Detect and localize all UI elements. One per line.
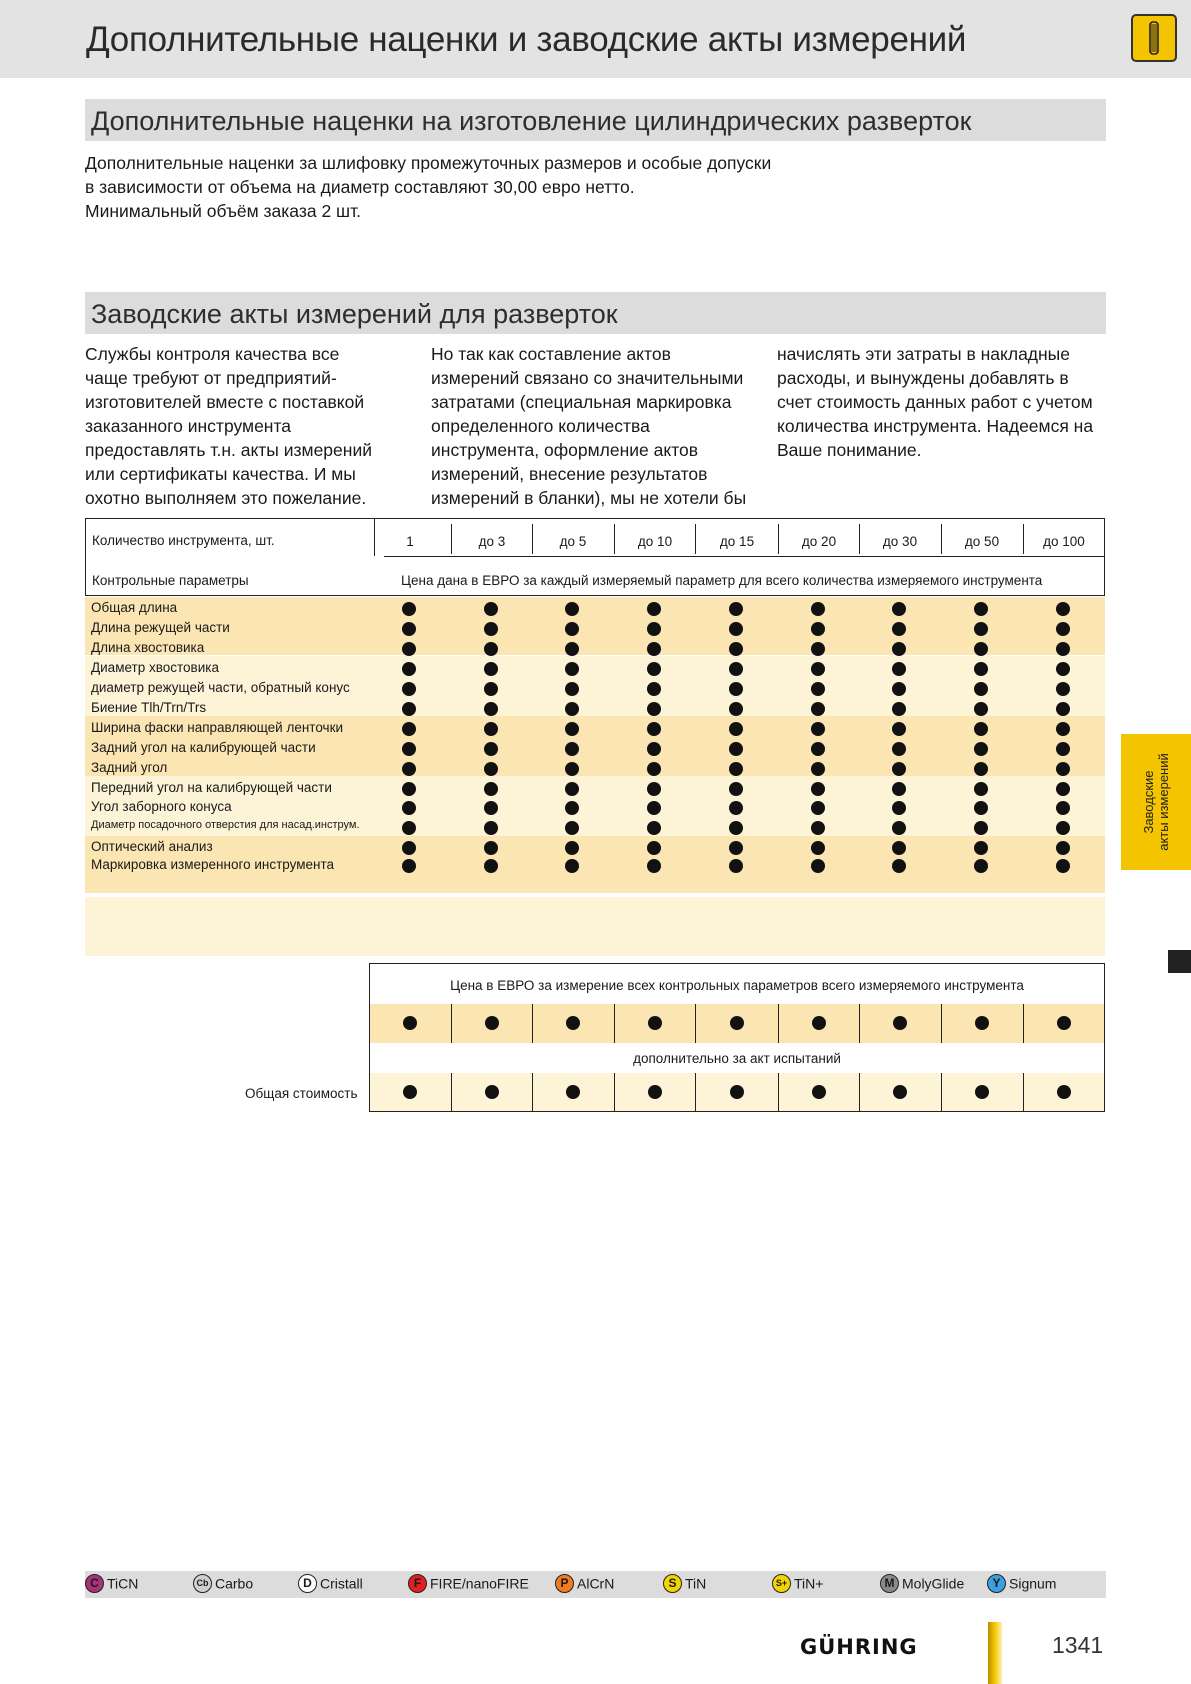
page-marker: [1168, 950, 1191, 973]
price-placeholder-dot: [565, 742, 579, 756]
column-separator: [614, 524, 615, 554]
text-line: расходы, и вынуждены добавлять в: [777, 368, 1069, 388]
text-line: Минимальный объём заказа 2 шт.: [85, 201, 362, 221]
price-placeholder-dot: [1056, 682, 1070, 696]
legend-item: [555, 1574, 614, 1593]
price-placeholder-dot: [892, 742, 906, 756]
price-placeholder-dot: [402, 742, 416, 756]
text-line: Службы контроля качества все: [85, 344, 340, 364]
column-separator: [941, 1004, 942, 1043]
price-placeholder-dot: [892, 841, 906, 855]
parameter-label: Задний угол: [91, 760, 168, 775]
price-placeholder-dot: [647, 602, 661, 616]
price-placeholder-dot: [893, 1016, 907, 1030]
price-placeholder-dot: [484, 642, 498, 656]
price-placeholder-dot: [811, 742, 825, 756]
price-placeholder-dot: [892, 642, 906, 656]
row-band: [85, 897, 1105, 956]
price-placeholder-dot: [648, 1016, 662, 1030]
price-placeholder-dot: [729, 742, 743, 756]
quantity-column-label: до 30: [882, 534, 918, 549]
price-placeholder-dot: [484, 622, 498, 636]
price-placeholder-dot: [565, 642, 579, 656]
price-placeholder-dot: [974, 859, 988, 873]
price-placeholder-dot: [484, 762, 498, 776]
chapter-tab-label: [1141, 737, 1171, 867]
price-placeholder-dot: [975, 1016, 989, 1030]
quantity-column-label: до 100: [1043, 534, 1085, 549]
price-placeholder-dot: [974, 841, 988, 855]
price-placeholder-dot: [1056, 642, 1070, 656]
price-placeholder-dot: [484, 702, 498, 716]
legend-item: [85, 1574, 138, 1593]
legend-item: [298, 1574, 363, 1593]
price-placeholder-dot: [647, 742, 661, 756]
coating-badge-icon: Y: [987, 1574, 1006, 1593]
parameter-label: Оптический анализ: [91, 839, 213, 854]
coating-badge-icon: D: [298, 1574, 317, 1593]
coating-badge-icon: M: [880, 1574, 899, 1593]
price-placeholder-dot: [975, 1085, 989, 1099]
price-placeholder-dot: [402, 702, 416, 716]
price-placeholder-dot: [974, 762, 988, 776]
text-line: заказанного инструмента: [85, 416, 292, 436]
price-placeholder-dot: [402, 821, 416, 835]
parameter-label: Задний угол на калибрующей части: [91, 740, 316, 755]
column-separator: [451, 524, 452, 554]
parameter-label: Маркировка измеренного инструмента: [91, 857, 335, 872]
price-placeholder-dot: [811, 859, 825, 873]
price-placeholder-dot: [484, 662, 498, 676]
all-params-note: Цена в ЕВРО за измерение всех контрольных параметров всего измеряемого инструмента: [450, 978, 1024, 993]
price-placeholder-dot: [1056, 662, 1070, 676]
price-placeholder-dot: [565, 821, 579, 835]
price-placeholder-dot: [403, 1016, 417, 1030]
legend-label: MolyGlide: [902, 1575, 965, 1592]
price-placeholder-dot: [974, 682, 988, 696]
price-placeholder-dot: [565, 682, 579, 696]
column-separator: [532, 1004, 533, 1043]
price-placeholder-dot: [565, 782, 579, 796]
price-placeholder-dot: [892, 762, 906, 776]
price-placeholder-dot: [647, 841, 661, 855]
price-placeholder-dot: [402, 762, 416, 776]
parameter-label: диаметр режущей части, обратный конус: [91, 680, 350, 695]
column-separator: [451, 1004, 452, 1043]
reamer-logo-icon: [1131, 14, 1177, 62]
price-placeholder-dot: [892, 801, 906, 815]
column-separator: [614, 1004, 615, 1043]
legend-label: Carbo: [215, 1575, 254, 1592]
price-placeholder-dot: [565, 602, 579, 616]
column-separator: [532, 524, 533, 554]
text-line: изготовителей вместе с поставкой: [85, 392, 365, 412]
parameter-label: Диаметр посадочного отверстия для насад.инструм.: [91, 819, 360, 831]
quantity-column-label: до 20: [801, 534, 837, 549]
price-placeholder-dot: [402, 722, 416, 736]
price-placeholder-dot: [812, 1085, 826, 1099]
price-placeholder-dot: [892, 682, 906, 696]
column-separator: [614, 1073, 615, 1111]
price-placeholder-dot: [1056, 782, 1070, 796]
price-placeholder-dot: [484, 742, 498, 756]
text-line: Но так как составление актов: [431, 344, 671, 364]
price-placeholder-dot: [402, 622, 416, 636]
column-separator: [778, 524, 779, 554]
extra-note: дополнительно за акт испытаний: [633, 1051, 841, 1066]
parameter-label: Угол заборного конуса: [91, 799, 232, 814]
price-placeholder-dot: [402, 662, 416, 676]
parameter-label: Общая длина: [91, 600, 178, 615]
price-placeholder-dot: [892, 859, 906, 873]
tab-line: Заводские: [1141, 770, 1156, 834]
legend-item: [987, 1574, 1056, 1593]
text-line: охотно выполняем это пожелание.: [85, 488, 367, 508]
price-placeholder-dot: [647, 682, 661, 696]
coating-legend: [85, 1571, 1106, 1598]
price-placeholder-dot: [566, 1016, 580, 1030]
price-placeholder-dot: [892, 722, 906, 736]
text-line: начислять эти затраты в накладные: [777, 344, 1070, 364]
price-placeholder-dot: [1057, 1016, 1071, 1030]
price-placeholder-dot: [402, 782, 416, 796]
parameter-label: Длина хвостовика: [91, 640, 205, 655]
column-separator: [1023, 1004, 1024, 1043]
coating-badge-icon: P: [555, 1574, 574, 1593]
price-table-header: [85, 518, 1105, 596]
text-column-1: [85, 342, 385, 510]
legend-item: [772, 1574, 823, 1593]
column-separator: [695, 524, 696, 554]
price-placeholder-dot: [565, 859, 579, 873]
quantity-column-label: до 5: [559, 534, 587, 549]
section-title: Заводские акты измерений для разверток: [91, 299, 618, 329]
price-placeholder-dot: [647, 801, 661, 815]
price-placeholder-dot: [892, 821, 906, 835]
surcharge-text: [85, 151, 771, 223]
price-placeholder-dot: [811, 702, 825, 716]
price-placeholder-dot: [811, 782, 825, 796]
params-label: Контрольные параметры: [92, 573, 249, 588]
total-cost-label: Общая стоимость: [245, 1086, 358, 1101]
column-separator: [451, 1073, 452, 1111]
text-line: измерений, внесение результатов: [431, 464, 708, 484]
price-placeholder-dot: [811, 642, 825, 656]
price-placeholder-dot: [974, 642, 988, 656]
price-placeholder-dot: [729, 702, 743, 716]
price-placeholder-dot: [729, 602, 743, 616]
price-placeholder-dot: [647, 642, 661, 656]
column-separator: [859, 524, 860, 554]
page-number: 1341: [1052, 1632, 1104, 1658]
price-placeholder-dot: [974, 702, 988, 716]
price-placeholder-dot: [729, 841, 743, 855]
page-header: [0, 0, 1191, 78]
price-placeholder-dot: [892, 702, 906, 716]
text-line: счет стоимость данных работ с учетом: [777, 392, 1093, 412]
price-note: Цена дана в ЕВРО за каждый измеряемый параметр для всего количества измеряемого инструмента: [401, 573, 1043, 588]
legend-label: Signum: [1009, 1575, 1057, 1592]
price-placeholder-dot: [729, 821, 743, 835]
price-placeholder-dot: [730, 1016, 744, 1030]
column-separator: [778, 1004, 779, 1043]
price-placeholder-dot: [647, 702, 661, 716]
coating-badge-icon: C: [85, 1574, 104, 1593]
row-band: [85, 597, 1105, 655]
price-placeholder-dot: [484, 859, 498, 873]
text-line: чаще требуют от предприятий-: [85, 368, 337, 388]
price-placeholder-dot: [484, 801, 498, 815]
legend-item: [408, 1574, 529, 1593]
price-placeholder-dot: [565, 622, 579, 636]
price-placeholder-dot: [484, 602, 498, 616]
price-placeholder-dot: [647, 662, 661, 676]
price-placeholder-dot: [730, 1085, 744, 1099]
price-placeholder-dot: [1057, 1085, 1071, 1099]
price-placeholder-dot: [565, 702, 579, 716]
price-placeholder-dot: [1056, 622, 1070, 636]
price-placeholder-dot: [403, 1085, 417, 1099]
price-placeholder-dot: [1056, 859, 1070, 873]
parameter-label: Ширина фаски направляющей ленточки: [91, 720, 344, 735]
text-line: Ваше понимание.: [777, 440, 922, 460]
text-line: предоставлять т.н. акты измерений: [85, 440, 372, 460]
price-placeholder-dot: [484, 682, 498, 696]
quantity-column-label: до 15: [719, 534, 755, 549]
column-separator: [941, 1073, 942, 1111]
price-placeholder-dot: [811, 722, 825, 736]
price-placeholder-dot: [811, 622, 825, 636]
price-placeholder-dot: [484, 841, 498, 855]
parameter-label: Биение Tlh/Trn/Trs: [91, 700, 207, 715]
text-line: инструмента, оформление актов: [431, 440, 699, 460]
price-placeholder-dot: [485, 1016, 499, 1030]
price-placeholder-dot: [974, 662, 988, 676]
price-placeholder-dot: [729, 762, 743, 776]
legend-label: TiCN: [107, 1575, 139, 1592]
text-column-2: [431, 342, 751, 510]
price-placeholder-dot: [402, 841, 416, 855]
price-placeholder-dot: [1056, 762, 1070, 776]
quantity-column-label: 1: [406, 534, 414, 549]
text-line: затратами (специальная маркировка: [431, 392, 732, 412]
page-title: Дополнительные наценки и заводские акты измерений: [86, 20, 967, 59]
column-separator: [532, 1073, 533, 1111]
parameter-label: Длина режущей части: [91, 620, 230, 635]
text-column-3: [777, 342, 1107, 462]
price-placeholder-dot: [565, 762, 579, 776]
price-placeholder-dot: [729, 859, 743, 873]
total-price-table: [369, 963, 1105, 1112]
price-placeholder-dot: [647, 859, 661, 873]
text-line: измерений в бланки), мы не хотели бы: [431, 488, 747, 508]
price-placeholder-dot: [892, 662, 906, 676]
price-placeholder-dot: [1056, 821, 1070, 835]
coating-badge-icon: F: [408, 1574, 427, 1593]
price-placeholder-dot: [402, 642, 416, 656]
section-heading-measurement-reports: [85, 292, 1106, 334]
coating-badge-icon: Cb: [193, 1574, 212, 1593]
text-line: определенного количества: [431, 416, 650, 436]
tab-line: акты измерений: [1156, 753, 1171, 851]
quantity-label: Количество инструмента, шт.: [92, 533, 275, 548]
price-placeholder-dot: [484, 821, 498, 835]
legend-label: TiN: [685, 1575, 707, 1592]
section-heading-surcharges: [85, 99, 1106, 141]
price-placeholder-dot: [565, 801, 579, 815]
quantity-column-label: до 3: [478, 534, 506, 549]
price-placeholder-dot: [974, 801, 988, 815]
price-placeholder-dot: [647, 762, 661, 776]
chapter-tab[interactable]: [1121, 734, 1191, 870]
price-placeholder-dot: [974, 742, 988, 756]
coating-badge-icon: S+: [772, 1574, 791, 1593]
price-placeholder-dot: [811, 662, 825, 676]
brand-logo: GÜHRING: [800, 1635, 918, 1659]
price-placeholder-dot: [648, 1085, 662, 1099]
column-separator: [941, 524, 942, 554]
legend-item: [193, 1574, 253, 1593]
price-placeholder-dot: [566, 1085, 580, 1099]
price-placeholder-dot: [729, 801, 743, 815]
price-placeholder-dot: [402, 682, 416, 696]
price-placeholder-dot: [729, 642, 743, 656]
price-placeholder-dot: [565, 841, 579, 855]
column-separator: [695, 1073, 696, 1111]
price-placeholder-dot: [565, 662, 579, 676]
column-separator: [1023, 1073, 1024, 1111]
quantity-column-label: до 10: [637, 534, 673, 549]
legend-item: [880, 1574, 964, 1593]
column-separator: [859, 1073, 860, 1111]
price-placeholder-dot: [974, 821, 988, 835]
price-placeholder-dot: [647, 821, 661, 835]
price-placeholder-dot: [729, 782, 743, 796]
price-placeholder-dot: [1056, 602, 1070, 616]
price-placeholder-dot: [974, 602, 988, 616]
column-separator: [778, 1073, 779, 1111]
price-placeholder-dot: [1056, 702, 1070, 716]
price-placeholder-dot: [729, 722, 743, 736]
price-placeholder-dot: [811, 682, 825, 696]
price-placeholder-dot: [811, 841, 825, 855]
legend-item: [663, 1574, 706, 1593]
price-placeholder-dot: [729, 662, 743, 676]
legend-label: TiN+: [794, 1575, 824, 1592]
price-placeholder-dot: [647, 782, 661, 796]
price-placeholder-dot: [402, 801, 416, 815]
price-placeholder-dot: [811, 801, 825, 815]
header-rule: [384, 556, 1104, 557]
price-placeholder-dot: [484, 722, 498, 736]
price-placeholder-dot: [811, 821, 825, 835]
price-placeholder-dot: [811, 602, 825, 616]
price-placeholder-dot: [729, 622, 743, 636]
legend-label: Cristall: [320, 1575, 363, 1592]
section-title: Дополнительные наценки на изготовление цилиндрических разверток: [91, 106, 972, 136]
parameter-label: Диаметр хвостовика: [91, 660, 219, 675]
price-placeholder-dot: [812, 1016, 826, 1030]
price-placeholder-dot: [647, 622, 661, 636]
price-placeholder-dot: [892, 602, 906, 616]
coating-badge-icon: S: [663, 1574, 682, 1593]
legend-label: AlCrN: [577, 1575, 615, 1592]
text-line: или сертификаты качества. И мы: [85, 464, 356, 484]
price-placeholder-dot: [484, 782, 498, 796]
price-placeholder-dot: [892, 622, 906, 636]
price-placeholder-dot: [485, 1085, 499, 1099]
price-placeholder-dot: [1056, 742, 1070, 756]
price-placeholder-dot: [565, 722, 579, 736]
text-line: Дополнительные наценки за шлифовку промежуточных размеров и особые допуски: [85, 153, 772, 173]
price-placeholder-dot: [974, 622, 988, 636]
price-placeholder-dot: [974, 782, 988, 796]
parameter-label: Передний угол на калибрующей части: [91, 780, 332, 795]
price-placeholder-dot: [647, 722, 661, 736]
page-stripe: [988, 1622, 1002, 1684]
price-placeholder-dot: [402, 859, 416, 873]
price-placeholder-dot: [893, 1085, 907, 1099]
price-placeholder-dot: [1056, 722, 1070, 736]
quantity-column-label: до 50: [964, 534, 1000, 549]
column-separator: [859, 1004, 860, 1043]
price-placeholder-dot: [729, 682, 743, 696]
price-placeholder-dot: [892, 782, 906, 796]
text-line: в зависимости от объема на диаметр составляют 30,00 евро нетто.: [85, 177, 635, 197]
text-line: количества инструмента. Надеемся на: [777, 416, 1094, 436]
price-placeholder-dot: [811, 762, 825, 776]
column-separator: [695, 1004, 696, 1043]
legend-label: FIRE/nanoFIRE: [430, 1575, 529, 1592]
price-placeholder-dot: [1056, 841, 1070, 855]
text-line: измерений связано со значительными: [431, 368, 744, 388]
column-separator: [1023, 524, 1024, 554]
price-placeholder-dot: [1056, 801, 1070, 815]
price-placeholder-dot: [974, 722, 988, 736]
price-placeholder-dot: [402, 602, 416, 616]
